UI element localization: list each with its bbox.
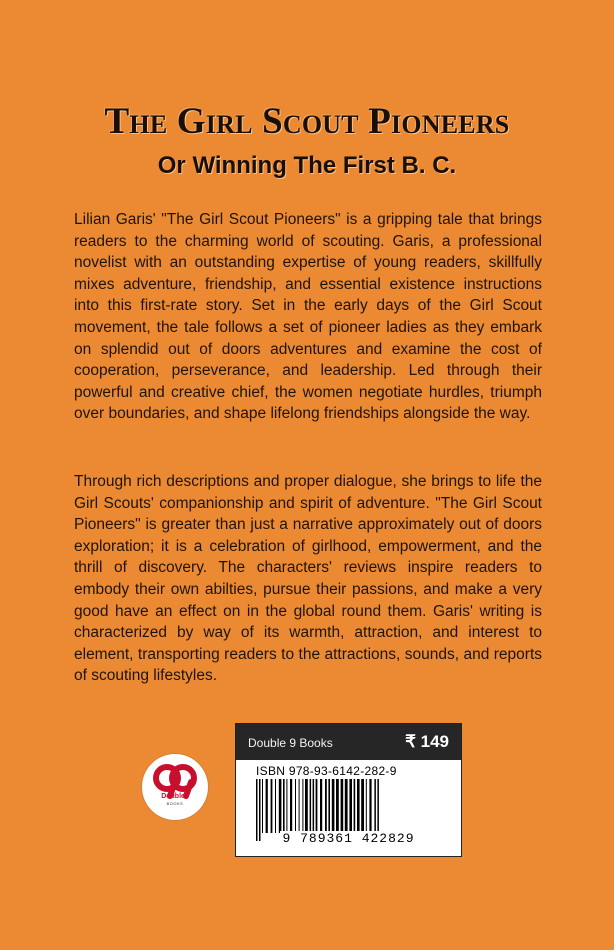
barcode-bar xyxy=(349,779,352,833)
isbn-label: ISBN 978-93-6142-282-9 xyxy=(256,764,397,778)
barcode-bar xyxy=(283,779,285,833)
barcode-bar xyxy=(279,779,282,833)
blurb-paragraph-2: Through rich descriptions and proper dialogue, she brings to life the Girl Scouts' companionship and spirit of adventure. "The Girl Scout Pioneers" is greater than just a narrative approximately out of doors exploration; it is a celebration of girlhood, empowerment, and the thrill of discovery. The characters' reviews inspire readers to embody their own abilties, pursue their passions, and make a very good have an effect on in the global round them. Garis' writing is characterized by way of its warmth, attraction, and interest to element, transporting readers to the attractions, sounds, and reports of scouting lifestyles. xyxy=(74,473,542,685)
double9-logo-icon xyxy=(142,754,208,820)
blurb-paragraph-1: Lilian Garis' "The Girl Scout Pioneers" is a gripping tale that brings readers to the charming world of scouting. Garis, a professional novelist with an outstanding expertise of young readers, skillfully mixes adventure, friendship, and essential existence instructions into this first-rate story. Set in the early days of the Girl Scout movement, the tale follows a set of pioneer ladies as they embark on splendid out of doors adventures and examine the cost of cooperation, perseverance, and leadership. Led through their powerful and creative chief, the women negotiate hurdles, triumph over boundaries, and shape lifelong friendships alongside the way. xyxy=(74,211,542,423)
barcode-bar xyxy=(295,779,296,833)
book-title: The Girl Scout Pioneers xyxy=(104,101,510,142)
barcode-bar xyxy=(345,779,348,833)
book-subtitle: Or Winning The First B. C. xyxy=(157,152,457,179)
barcode-bar xyxy=(336,779,339,833)
barcode-bar xyxy=(305,779,308,833)
logo-subtext: BOOKS xyxy=(166,801,184,806)
publisher-name: Double 9 Books xyxy=(248,736,333,750)
barcode-bar xyxy=(369,779,371,833)
barcode-bar xyxy=(341,779,344,833)
barcode-bar xyxy=(262,779,263,833)
barcode-header xyxy=(236,724,461,760)
barcode-bar xyxy=(299,779,300,833)
barcode-bar xyxy=(290,779,292,833)
barcode-bar xyxy=(332,779,335,833)
barcode-bar xyxy=(275,779,276,833)
barcode-bar xyxy=(271,779,273,833)
barcode-bar xyxy=(328,779,330,833)
barcode-digits: 9 789361 422829 xyxy=(282,831,415,846)
barcode-bar xyxy=(354,779,356,833)
barcode-bar xyxy=(266,779,268,833)
publisher-logo xyxy=(142,754,208,820)
barcode-panel xyxy=(235,723,462,857)
barcode-bar xyxy=(357,779,360,833)
barcode-bar xyxy=(286,779,287,833)
barcode-bar xyxy=(361,779,364,833)
barcode-bar xyxy=(316,779,318,833)
barcode-bar xyxy=(302,779,303,833)
logo-wordmark: Double9 xyxy=(161,793,189,800)
price-label: ₹ 149 xyxy=(405,732,449,751)
barcode-bar xyxy=(320,779,322,833)
barcode-bar xyxy=(325,779,327,833)
barcode-bar xyxy=(366,779,367,833)
